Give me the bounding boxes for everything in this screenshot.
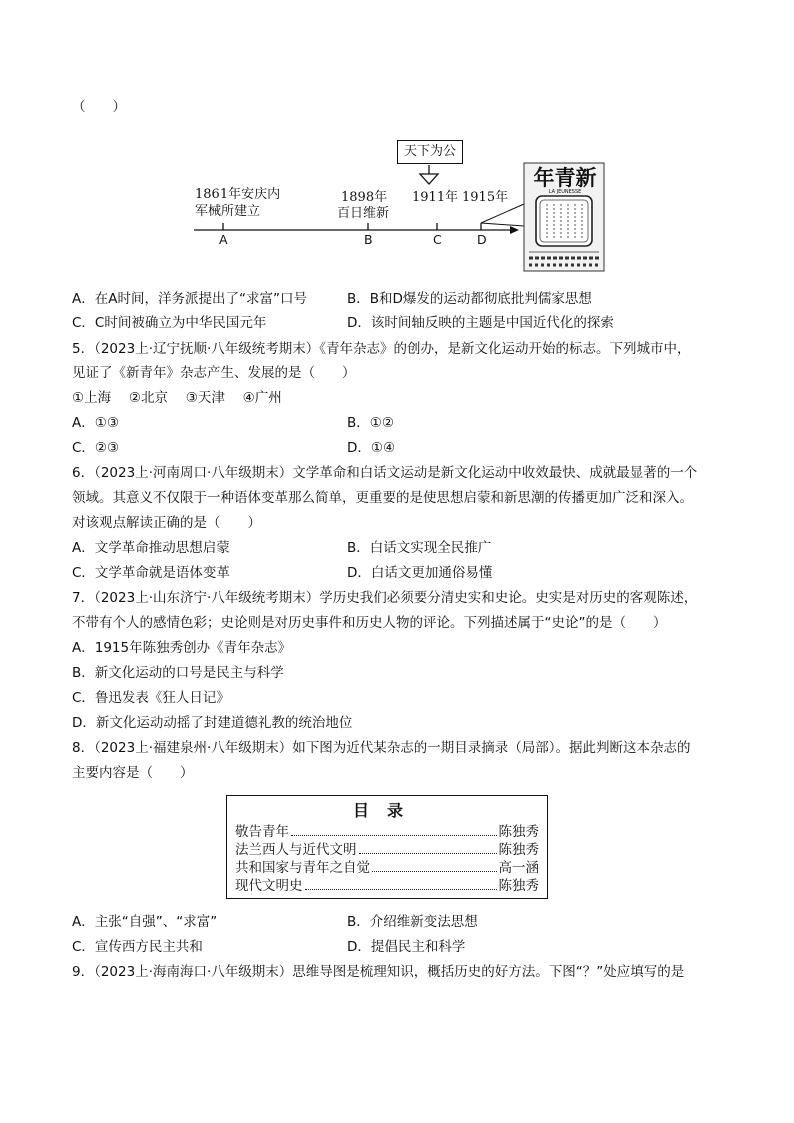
catalogue-row [235,823,539,841]
catalogue-row-author: 陈独秀 [498,824,539,840]
q4-option-a[interactable]: A．在A时间，洋务派提出了“求富”口号 [72,291,307,307]
q4-option-d[interactable]: D．该时间轴反映的主题是中国近代化的探索 [347,315,614,331]
leader-dots [291,823,497,836]
q8-option-a[interactable]: A．主张“自强”、“求富” [72,914,218,930]
q6-option-b[interactable]: B．白话文实现全民推广 [347,540,492,556]
q5-options-row-2 [72,438,722,458]
q8-stem-line2: 主要内容是（ ） [72,765,194,781]
event-a-line1: 1861年安庆内 [195,187,281,202]
q6-options-row-1 [72,538,722,558]
axis-arrow-icon [510,226,519,234]
catalogue-row-author: 陈独秀 [498,842,539,858]
q7-option-a[interactable]: A．1915年陈独秀创办《青年杂志》 [72,640,292,656]
q7-stem-line2: 不带有个人的感情色彩；史论则是对历史事件和历史人物的评论。下列描述属于“史论”的是（ ） [72,615,667,631]
q7-option-c[interactable]: C．鲁迅发表《狂人日记》 [72,690,230,706]
axis-letter-c: C [433,232,442,247]
catalogue-row-title: 敬告青年 [235,824,289,840]
q7-stem-line1: 7．（2023上·山东济宁·八年级统考期末）学历史我们必须要分清史实和史论。史实是对历史的客观陈述， [72,590,698,606]
leader-dots [359,841,497,854]
q7-option-b[interactable]: B．新文化运动的口号是民主与科学 [72,665,284,681]
q4-options-row-2 [72,313,722,333]
q8-option-c[interactable]: C．宣传西方民主共和 [72,939,203,955]
q8-stem-line1: 8．（2023上·福建泉州·八年级期末）如下图为近代某杂志的一期目录摘录（局部）。据此判断这本杂志的 [72,740,691,756]
timeline-figure [192,138,612,273]
catalogue-box [226,795,548,899]
event-b-line2: 百日维新 [337,206,390,221]
q8-options-row-2 [72,937,722,957]
q5-stem-line1: 5．（2023上·辽宁抚顺·八年级统考期末）《青年杂志》的创办，是新文化运动开始的标志。下列城市中， [72,341,691,357]
q4-option-c[interactable]: C．C时间被确立为中华民国元年 [72,315,267,331]
q8-option-b[interactable]: B．介绍维新变法思想 [347,914,478,930]
q4-option-b[interactable]: B．B和D爆发的运动都彻底批判儒家思想 [347,291,592,307]
catalogue-row [235,841,539,859]
pointer-line-2 [481,223,524,226]
q6-stem-line3: 对该观点解读正确的是（ ） [72,515,261,531]
q5-stem-line2: 见证了《新青年》杂志产生、发展的是（ ） [72,365,356,381]
magazine-subtitle: LA JEUNESSE [548,189,582,195]
q5-option-a[interactable]: A．①③ [72,415,119,431]
axis-letter-d: D [477,232,487,247]
leader-dots [372,859,497,872]
event-c-line1: 1911年 [412,190,459,205]
q6-option-c[interactable]: C．文学革命就是语体变革 [72,565,230,581]
q8-option-d[interactable]: D．提倡民主和科学 [347,939,466,955]
callout-arrow-icon [420,174,438,184]
q4-options-row-1 [72,289,722,309]
catalogue-title: 目录 [352,801,421,820]
q5-option-c[interactable]: C．②③ [72,440,120,456]
catalogue-row-title: 现代文明史 [235,878,303,894]
magazine-title: 年青新 [533,165,597,190]
q5-options-row-1 [72,413,722,433]
q6-stem-line1: 6．（2023上·河南周口·八年级期末）文学革命和白话文运动是新文化运动中收效最快、成就最显著的一个 [72,465,698,481]
catalogue-row-title: 共和国家与青年之自觉 [235,860,370,876]
q6-stem-line2: 领域。其意义不仅限于一种语体变革那么简单，更重要的是使思想启蒙和新思潮的传播更加广泛和深入。 [72,490,693,506]
pointer-line-1 [481,204,524,223]
q5-option-d[interactable]: D．①④ [347,440,396,456]
callout-box: 天下为公 [397,140,463,164]
q5-items: ①上海 ②北京 ③天津 ④广州 [72,390,282,406]
q7-option-d[interactable]: D．新文化运动动摇了封建道德礼教的统治地位 [72,715,353,731]
catalogue-row [235,877,539,895]
catalogue-row-title: 法兰西人与近代文明 [235,842,357,858]
event-a-line2: 军械所建立 [195,204,261,219]
catalogue-row-author: 陈独秀 [498,878,539,894]
event-b-line1: 1898年 [341,190,388,205]
q5-option-b[interactable]: B．①② [347,415,394,431]
axis-letter-b: B [364,232,373,247]
q4-tail: （ ） [72,99,126,115]
catalogue-row [235,859,539,877]
q6-options-row-2 [72,563,722,583]
leader-dots [305,877,497,890]
event-d-line1: 1915年 [462,190,509,205]
q8-options-row-1 [72,912,722,932]
catalogue-row-author: 高一涵 [498,860,539,876]
axis-letter-a: A [219,232,228,247]
q6-option-a[interactable]: A．文学革命推动思想启蒙 [72,540,230,556]
q9-stem-line1: 9．（2023上·海南海口·八年级期末）思维导图是梳理知识，概括历史的好方法。下图“？”处应填写的是 [72,964,685,980]
q6-option-d[interactable]: D．白话文更加通俗易懂 [347,565,493,581]
